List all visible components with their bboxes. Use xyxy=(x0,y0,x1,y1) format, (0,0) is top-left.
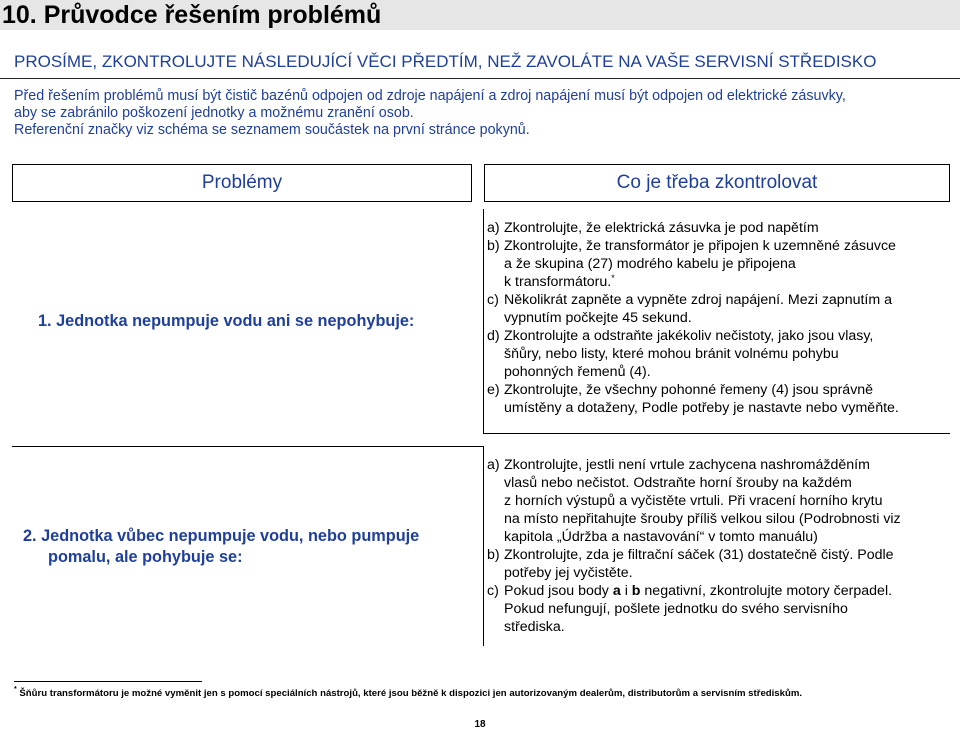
row-divider-vertical xyxy=(483,209,484,434)
check-item: b) Zkontrolujte, zda je filtrační sáček (31) dostatečně čistý. Podle potřeby jej vyčistěte. xyxy=(487,547,894,581)
check-item: a) Zkontrolujte, jestli není vrtule zachycena nashromážděním vlasů nebo nečistot. Odstraňte horní šrouby na každém z horních výstupů a vyčistěte vrtuli. Při vracení horního krytu na místo nepřitahujte šrouby příliš velkou silou (Podrobnosti viz kapitola „Údržba a nastavování“ v tomto manuálu) xyxy=(487,457,901,545)
header-check: Co je třeba zkontrolovat xyxy=(484,164,950,202)
problem-2: 2. Jednotka vůbec nepumpuje vodu, nebo pumpuje pomalu, ale pohybuje se: xyxy=(23,527,420,566)
check-item: d) Zkontrolujte a odstraňte jakékoliv nečistoty, jako jsou vlasy, šňůry, nebo listy, které mohou bránit volnému pohybu pohonných řemenů (4). xyxy=(487,328,874,380)
check-item: a) Zkontrolujte, že elektrická zásuvka je pod napětím xyxy=(487,220,819,236)
intro-line: aby se zabránilo poškození jednotky a možnému zranění osob. xyxy=(14,105,414,121)
header-problems: Problémy xyxy=(12,164,472,202)
intro-paragraph xyxy=(14,88,954,139)
row-divider-horizontal xyxy=(483,433,950,434)
footnote-marker: * xyxy=(611,273,615,283)
check-item: c) Pokud jsou body a i b negativní, zkontrolujte motory čerpadel. Pokud nefungují, pošlete jednotku do svého servisního střediska. xyxy=(487,583,893,635)
checklist-1 xyxy=(487,219,953,417)
check-item: b) Zkontrolujte, že transformátor je připojen k uzemněné zásuvce a že skupina (27) modrého kabelu je připojena k transformátoru.* xyxy=(487,238,896,290)
row-divider-vertical xyxy=(483,446,484,646)
check-item: e) Zkontrolujte, že všechny pohonné řemeny (4) jsou správně umístěny a dotaženy, Podle potřeby je nastavte nebo vyměňte. xyxy=(487,382,899,416)
footnote: * Šňůru transformátoru je možné vyměnit jen s pomocí speciálních nástrojů, které jsou běžně k dispozici jen autorizovaným dealerům, distributorům a servisním střediskům. xyxy=(14,686,803,699)
page-number: 18 xyxy=(474,719,486,730)
section-title-bar xyxy=(0,0,960,30)
check-item: c) Několikrát zapněte a vypněte zdroj napájení. Mezi zapnutím a vypnutím počkejte 45 sekund. xyxy=(487,292,893,326)
intro-line: Referenční značky viz schéma se seznamem součástek na první stránce pokynů. xyxy=(14,122,530,138)
section-title: 10. Průvodce řešením problémů xyxy=(2,1,382,29)
row-divider-horizontal xyxy=(12,446,483,447)
subtitle: PROSÍME, ZKONTROLUJTE NÁSLEDUJÍCÍ VĚCI PŘEDTÍM, NEŽ ZAVOLÁTE NA VAŠE SERVISNÍ STŘEDISKO xyxy=(14,52,877,71)
intro-line: Před řešením problémů musí být čistič bazénů odpojen od zdroje napájení a zdroj napájení musí být odpojen od elektrické zásuvky, xyxy=(14,88,846,104)
footnote-divider xyxy=(14,681,202,682)
divider xyxy=(0,78,960,79)
problem-1: 1. Jednotka nepumpuje vodu ani se nepohybuje: xyxy=(38,312,415,330)
checklist-2 xyxy=(487,456,953,636)
